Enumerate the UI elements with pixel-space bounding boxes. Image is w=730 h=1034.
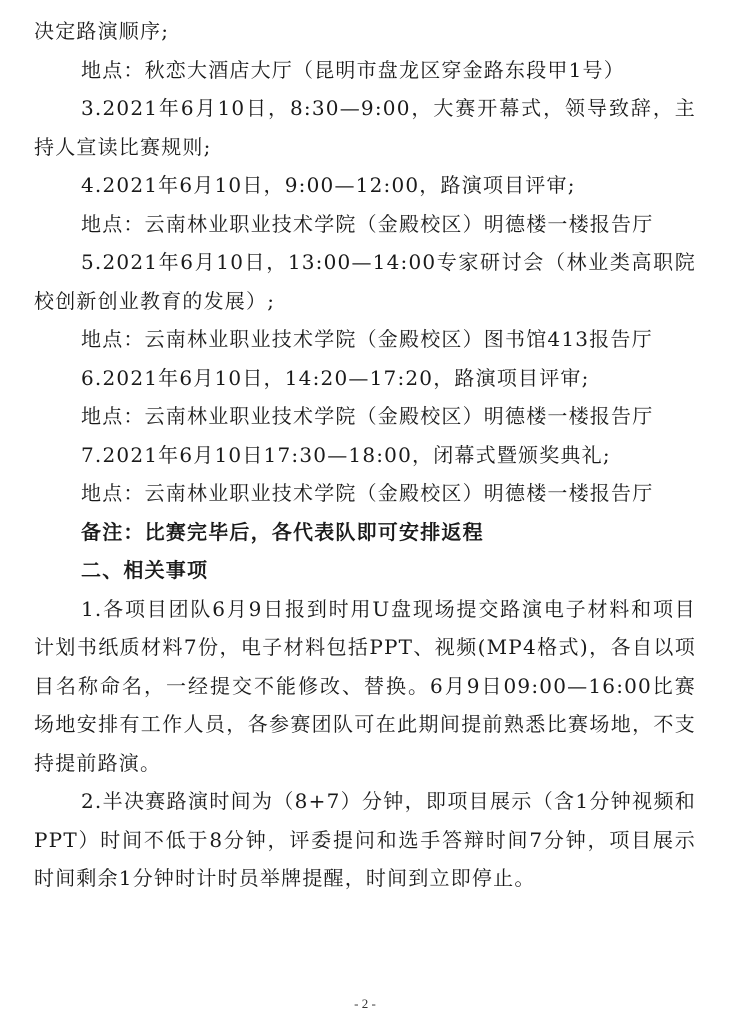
document-body — [34, 12, 696, 898]
paragraph-item-1: 1.各项目团队6月9日报到时用U盘现场提交路演电子材料和项目计划书纸质材料7份，电子材料包括PPT、视频(MP4格式)，各自以项目名称命名，一经提交不能修改、替换。6月9日09:00—16:00比赛场地安排有工作人员，各参赛团队可在此期间提前熟悉比赛场地，不支持提前路演。 — [34, 596, 696, 775]
paragraph-venue-mingde-1: 地点：云南林业职业技术学院（金殿校区）明德楼一楼报告厅 — [81, 211, 654, 236]
paragraph-venue-hotel: 地点：秋恋大酒店大厅（昆明市盘龙区穿金路东段甲1号） — [81, 57, 625, 82]
paragraph-expert-seminar: 5.2021年6月10日，13:00—14:00专家研讨会（林业类高职院校创新创业教育的发展）; — [34, 250, 696, 313]
paragraph-order: 决定路演顺序; — [34, 19, 170, 43]
paragraph-remark: 备注：比赛完毕后，各代表队即可安排返程 — [81, 519, 484, 544]
paragraph-morning-review: 4.2021年6月10日，9:00—12:00，路演项目评审; — [81, 173, 576, 197]
paragraph-venue-mingde-3: 地点：云南林业职业技术学院（金殿校区）明德楼一楼报告厅 — [81, 481, 654, 505]
paragraph-venue-mingde-2: 地点：云南林业职业技术学院（金殿校区）明德楼一楼报告厅 — [81, 404, 654, 428]
section-heading-related-matters: 二、相关事项 — [81, 558, 209, 582]
paragraph-closing-ceremony: 7.2021年6月10日17:30—18:00，闭幕式暨颁奖典礼; — [81, 442, 611, 467]
page-number: - 2 - — [354, 996, 376, 1011]
paragraph-venue-library: 地点：云南林业职业技术学院（金殿校区）图书馆413报告厅 — [81, 327, 653, 351]
paragraph-item-2: 2.半决赛路演时间为（8+7）分钟，即项目展示（含1分钟视频和PPT）时间不低于8分钟，评委提问和选手答辩时间7分钟，项目展示时间剩余1分钟时计时员举牌提醒，时间到立即停止。 — [34, 789, 696, 890]
paragraph-afternoon-review: 6.2021年6月10日，14:20—17:20，路演项目评审; — [81, 365, 590, 390]
paragraph-opening-ceremony: 3.2021年6月10日，8:30—9:00，大赛开幕式，领导致辞，主持人宣读比赛规则; — [34, 96, 696, 159]
